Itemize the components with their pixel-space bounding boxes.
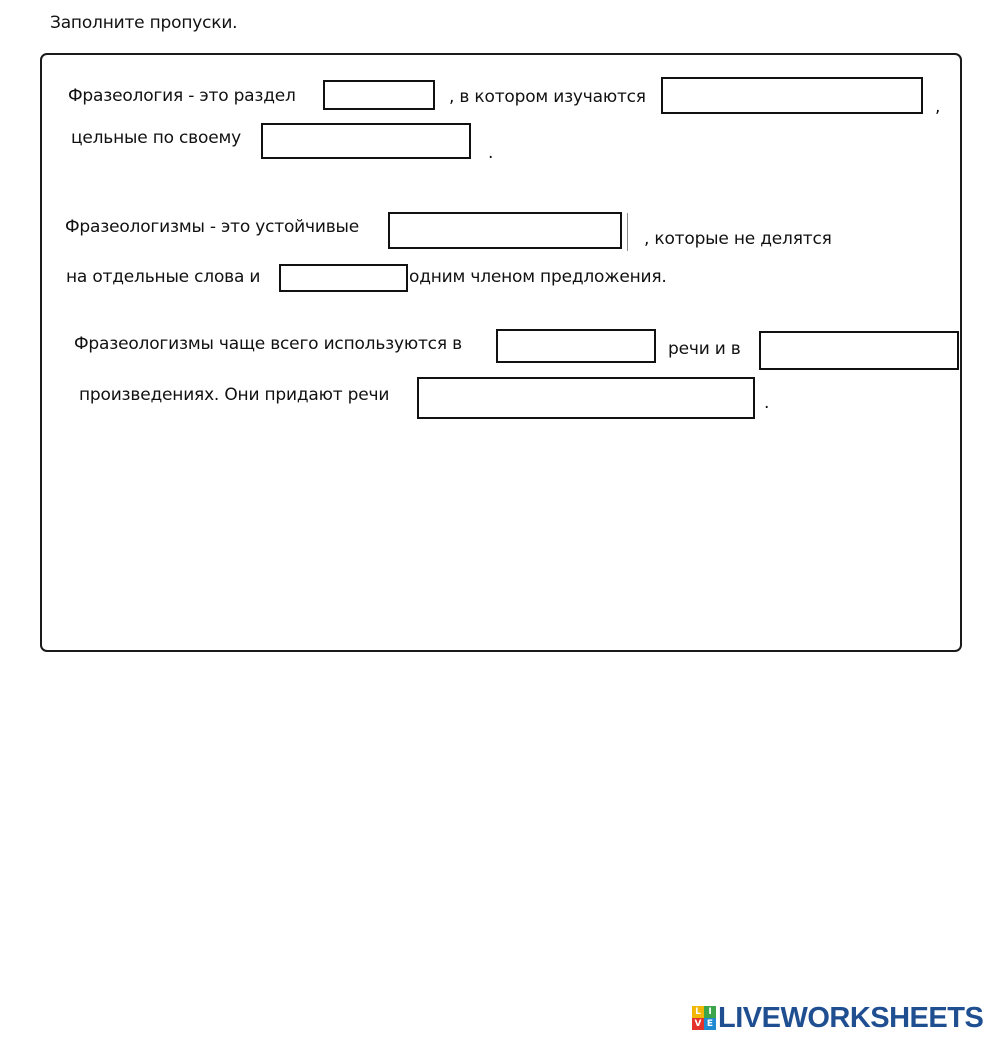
p1-text-2: , в котором изучаются xyxy=(449,87,646,107)
logo-mark-icon xyxy=(692,1006,716,1030)
logo-mark-letter-l: L xyxy=(692,1006,704,1018)
p1-text-3: цельные по своему xyxy=(71,128,241,148)
p3-text-3: произведениях. Они придают речи xyxy=(79,385,390,405)
logo-mark-letter-e: E xyxy=(704,1018,716,1030)
blank-7-input[interactable] xyxy=(759,331,959,370)
p3-text-2: речи и в xyxy=(668,339,741,359)
logo-text: LIVEWORKSHEETS xyxy=(718,1002,984,1034)
instruction-text: Заполните пропуски. xyxy=(50,13,238,33)
p1-text-1: Фразеология - это раздел xyxy=(68,86,296,106)
blank-8-input[interactable] xyxy=(417,377,755,419)
divider-line xyxy=(627,213,628,251)
p3-text-1: Фразеологизмы чаще всего используются в xyxy=(74,334,462,354)
p1-period: . xyxy=(488,143,494,163)
liveworksheets-logo xyxy=(692,1003,983,1033)
blank-1-input[interactable] xyxy=(323,80,435,110)
p2-text-4: одним членом предложения. xyxy=(409,267,667,287)
p2-text-2: , которые не делятся xyxy=(644,229,832,249)
blank-2-input[interactable] xyxy=(661,77,923,114)
logo-mark-letter-v: V xyxy=(692,1018,704,1030)
p2-text-3: на отдельные слова и xyxy=(66,267,261,287)
p1-comma: , xyxy=(935,97,941,117)
blank-3-input[interactable] xyxy=(261,123,471,159)
p2-text-1: Фразеологизмы - это устойчивые xyxy=(65,217,360,237)
blank-5-input[interactable] xyxy=(279,264,408,292)
blank-6-input[interactable] xyxy=(496,329,656,363)
logo-mark-letter-i: I xyxy=(704,1006,716,1018)
blank-4-input[interactable] xyxy=(388,212,622,249)
p3-period: . xyxy=(764,393,770,413)
